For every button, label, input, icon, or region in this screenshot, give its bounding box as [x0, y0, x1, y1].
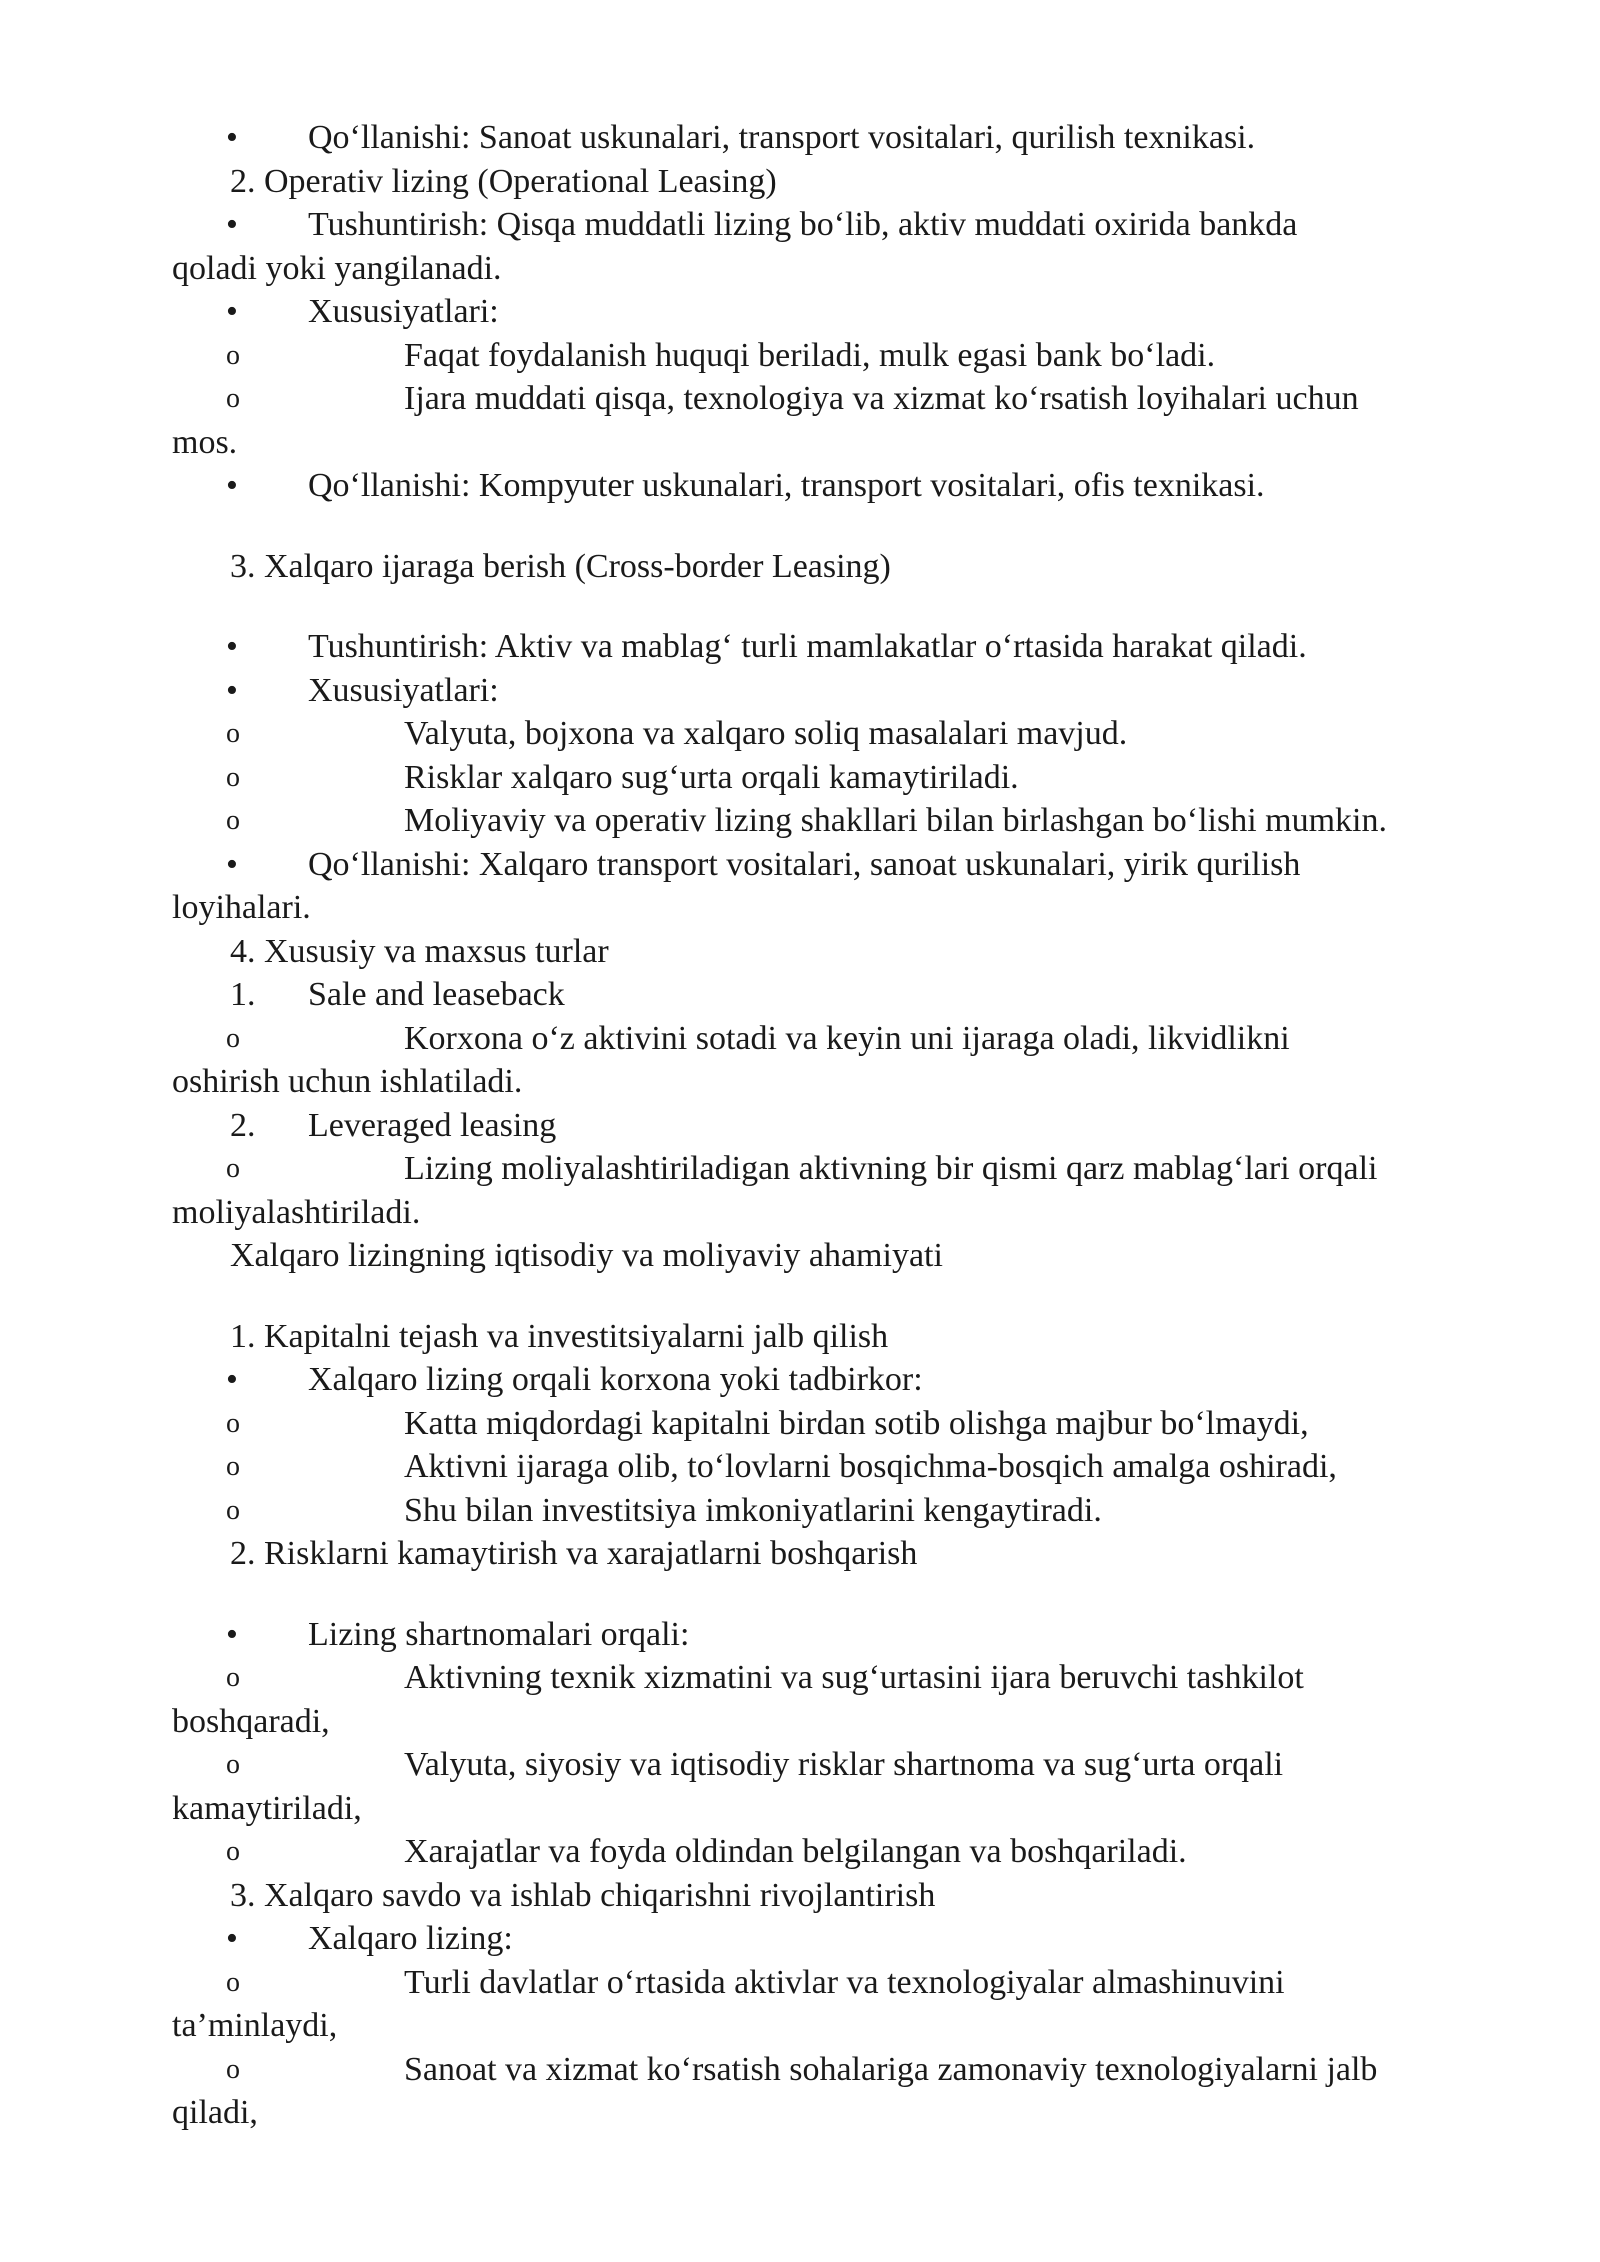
sub-bullet-item [0, 1656, 1600, 1700]
bullet-marker: o [226, 718, 240, 749]
line-text: Xususiyatlari: [308, 671, 499, 709]
bullet-marker: o [226, 1022, 240, 1054]
line-text: Xalqaro lizingning iqtisodiy va moliyaviy ahamiyati [230, 1237, 943, 1274]
sub-bullet-item [0, 1961, 1600, 2005]
continuation-line [0, 886, 1600, 930]
line-text: oshirish uchun ishlatiladi. [172, 1063, 523, 1100]
line-text: Xalqaro lizing: [308, 1920, 513, 1957]
section-heading [0, 160, 1600, 204]
line-text: qiladi, [172, 2094, 258, 2131]
line-text: moliyalashtiriladi. [172, 1193, 421, 1231]
continuation-line [0, 1700, 1600, 1744]
continuation-line [0, 2091, 1600, 2135]
bullet-item [0, 464, 1600, 508]
line-text: 2. Operativ lizing (Operational Leasing) [230, 162, 777, 200]
bullet-marker: o [226, 1407, 240, 1439]
bullet-marker: o [226, 1494, 240, 1526]
line-text: Moliyaviy va operativ lizing shakllari bilan birlashgan bo‘lishi mumkin. [404, 802, 1387, 839]
line-text: Leveraged leasing [308, 1106, 557, 1144]
bullet-marker: o [226, 1836, 240, 1867]
section-heading [0, 545, 1600, 589]
list-number: 1. [230, 976, 256, 1013]
line-text: Lizing moliyalashtiriladigan aktivning bir qismi qarz mablag‘lari orqali [404, 1150, 1378, 1187]
sub-bullet-item [0, 1489, 1600, 1533]
line-text: Sale and leaseback [308, 976, 565, 1013]
sub-bullet-item [0, 1445, 1600, 1489]
bullet-marker: • [226, 1920, 238, 1957]
list-number: 2. [230, 1106, 256, 1144]
blank-line [0, 1278, 1600, 1315]
sub-bullet-item [0, 1830, 1600, 1874]
line-text: Lizing shartnomalari orqali: [308, 1615, 690, 1653]
continuation-line [0, 421, 1600, 465]
section-heading [0, 1234, 1600, 1278]
blank-line [0, 588, 1600, 625]
bullet-marker: o [226, 1749, 240, 1780]
sub-bullet-item [0, 712, 1600, 756]
bullet-marker: • [226, 671, 238, 709]
line-text: loyihalari. [172, 889, 311, 926]
sub-bullet-item [0, 1017, 1600, 1061]
bullet-marker: • [226, 845, 238, 883]
line-text: Katta miqdordagi kapitalni birdan sotib olishga majbur bo‘lmaydi, [404, 1404, 1309, 1442]
continuation-line [0, 247, 1600, 291]
bullet-item [0, 843, 1600, 887]
continuation-line [0, 1787, 1600, 1831]
line-text: Korxona o‘z aktivini sotadi va keyin uni ijaraga oladi, likvidlikni [404, 1019, 1290, 1057]
section-heading [0, 1874, 1600, 1918]
bullet-item [0, 116, 1600, 160]
section-heading [0, 930, 1600, 974]
bullet-marker: o [226, 383, 240, 414]
sub-bullet-item [0, 1743, 1600, 1787]
line-text: 3. Xalqaro savdo va ishlab chiqarishni rivojlantirish [230, 1876, 936, 1914]
continuation-line [0, 1191, 1600, 1235]
sub-bullet-item [0, 377, 1600, 421]
line-text: Qo‘llanishi: Sanoat uskunalari, transport vositalari, qurilish texnikasi. [308, 119, 1256, 156]
bullet-item [0, 1613, 1600, 1657]
bullet-marker: o [226, 761, 240, 793]
line-text: Valyuta, siyosiy va iqtisodiy risklar shartnoma va sug‘urta orqali [404, 1746, 1284, 1783]
bullet-marker: • [226, 467, 238, 504]
bullet-marker: • [226, 119, 238, 156]
line-text: Tushuntirish: Qisqa muddatli lizing bo‘lib, aktiv muddati oxirida bankda [308, 206, 1298, 243]
line-text: 2. Risklarni kamaytirish va xarajatlarni boshqarish [230, 1535, 918, 1572]
line-text: mos. [172, 423, 238, 461]
line-text: 1. Kapitalni tejash va investitsiyalarni jalb qilish [230, 1317, 889, 1355]
sub-bullet-item [0, 799, 1600, 843]
bullet-item [0, 669, 1600, 713]
line-text: Ijara muddati qisqa, texnologiya va xizmat ko‘rsatish loyihalari uchun [404, 380, 1359, 417]
sub-bullet-item [0, 1147, 1600, 1191]
line-text: boshqaradi, [172, 1702, 330, 1740]
bullet-marker: o [226, 1153, 240, 1184]
bullet-marker: • [226, 1615, 238, 1653]
bullet-item [0, 1358, 1600, 1402]
sub-bullet-item [0, 2048, 1600, 2092]
line-text: Valyuta, bojxona va xalqaro soliq masalalari mavjud. [404, 715, 1128, 752]
line-text: Xususiyatlari: [308, 293, 499, 330]
line-text: Faqat foydalanish huquqi beriladi, mulk egasi bank bo‘ladi. [404, 336, 1216, 374]
line-text: 4. Xususiy va maxsus turlar [230, 932, 609, 970]
line-text: Xarajatlar va foyda oldindan belgilangan va boshqariladi. [404, 1833, 1187, 1870]
bullet-item [0, 1917, 1600, 1961]
line-text: ta’minlaydi, [172, 2007, 338, 2044]
bullet-marker: o [226, 1451, 240, 1482]
line-text: Xalqaro lizing orqali korxona yoki tadbirkor: [308, 1361, 923, 1398]
bullet-item [0, 203, 1600, 247]
line-text: Aktivning texnik xizmatini va sug‘urtasini ijara beruvchi tashkilot [404, 1659, 1304, 1696]
bullet-marker: • [226, 628, 238, 665]
line-text: kamaytiriladi, [172, 1789, 362, 1827]
line-text: Aktivni ijaraga olib, to‘lovlarni bosqichma-bosqich amalga oshiradi, [404, 1448, 1337, 1485]
sub-bullet-item [0, 756, 1600, 800]
bullet-marker: o [226, 2053, 240, 2085]
continuation-line [0, 1060, 1600, 1104]
document-page [0, 116, 1600, 2135]
bullet-marker: o [226, 805, 240, 836]
bullet-item [0, 290, 1600, 334]
line-text: Risklar xalqaro sug‘urta orqali kamaytiriladi. [404, 758, 1019, 796]
line-text: Shu bilan investitsiya imkoniyatlarini kengaytiradi. [404, 1491, 1102, 1529]
line-text: Turli davlatlar o‘rtasida aktivlar va texnologiyalar almashinuvini [404, 1963, 1285, 2001]
blank-line [0, 1576, 1600, 1613]
bullet-item [0, 625, 1600, 669]
numbered-item [0, 973, 1600, 1017]
sub-bullet-item [0, 334, 1600, 378]
section-heading [0, 1532, 1600, 1576]
line-text: Qo‘llanishi: Kompyuter uskunalari, transport vositalari, ofis texnikasi. [308, 467, 1265, 504]
bullet-marker: • [226, 293, 238, 330]
numbered-item [0, 1104, 1600, 1148]
section-heading [0, 1315, 1600, 1359]
bullet-marker: o [226, 1966, 240, 1998]
bullet-marker: o [226, 339, 240, 371]
continuation-line [0, 2004, 1600, 2048]
bullet-marker: • [226, 206, 238, 243]
line-text: Qo‘llanishi: Xalqaro transport vositalari, sanoat uskunalari, yirik qurilish [308, 845, 1301, 883]
line-text: Sanoat va xizmat ko‘rsatish sohalariga zamonaviy texnologiyalarni jalb [404, 2050, 1378, 2088]
line-text: qoladi yoki yangilanadi. [172, 249, 502, 287]
line-text: 3. Xalqaro ijaraga berish (Cross-border Leasing) [230, 547, 891, 585]
line-text: Tushuntirish: Aktiv va mablag‘ turli mamlakatlar o‘rtasida harakat qiladi. [308, 628, 1307, 665]
blank-line [0, 508, 1600, 545]
bullet-marker: o [226, 1662, 240, 1693]
bullet-marker: • [226, 1361, 238, 1398]
sub-bullet-item [0, 1402, 1600, 1446]
